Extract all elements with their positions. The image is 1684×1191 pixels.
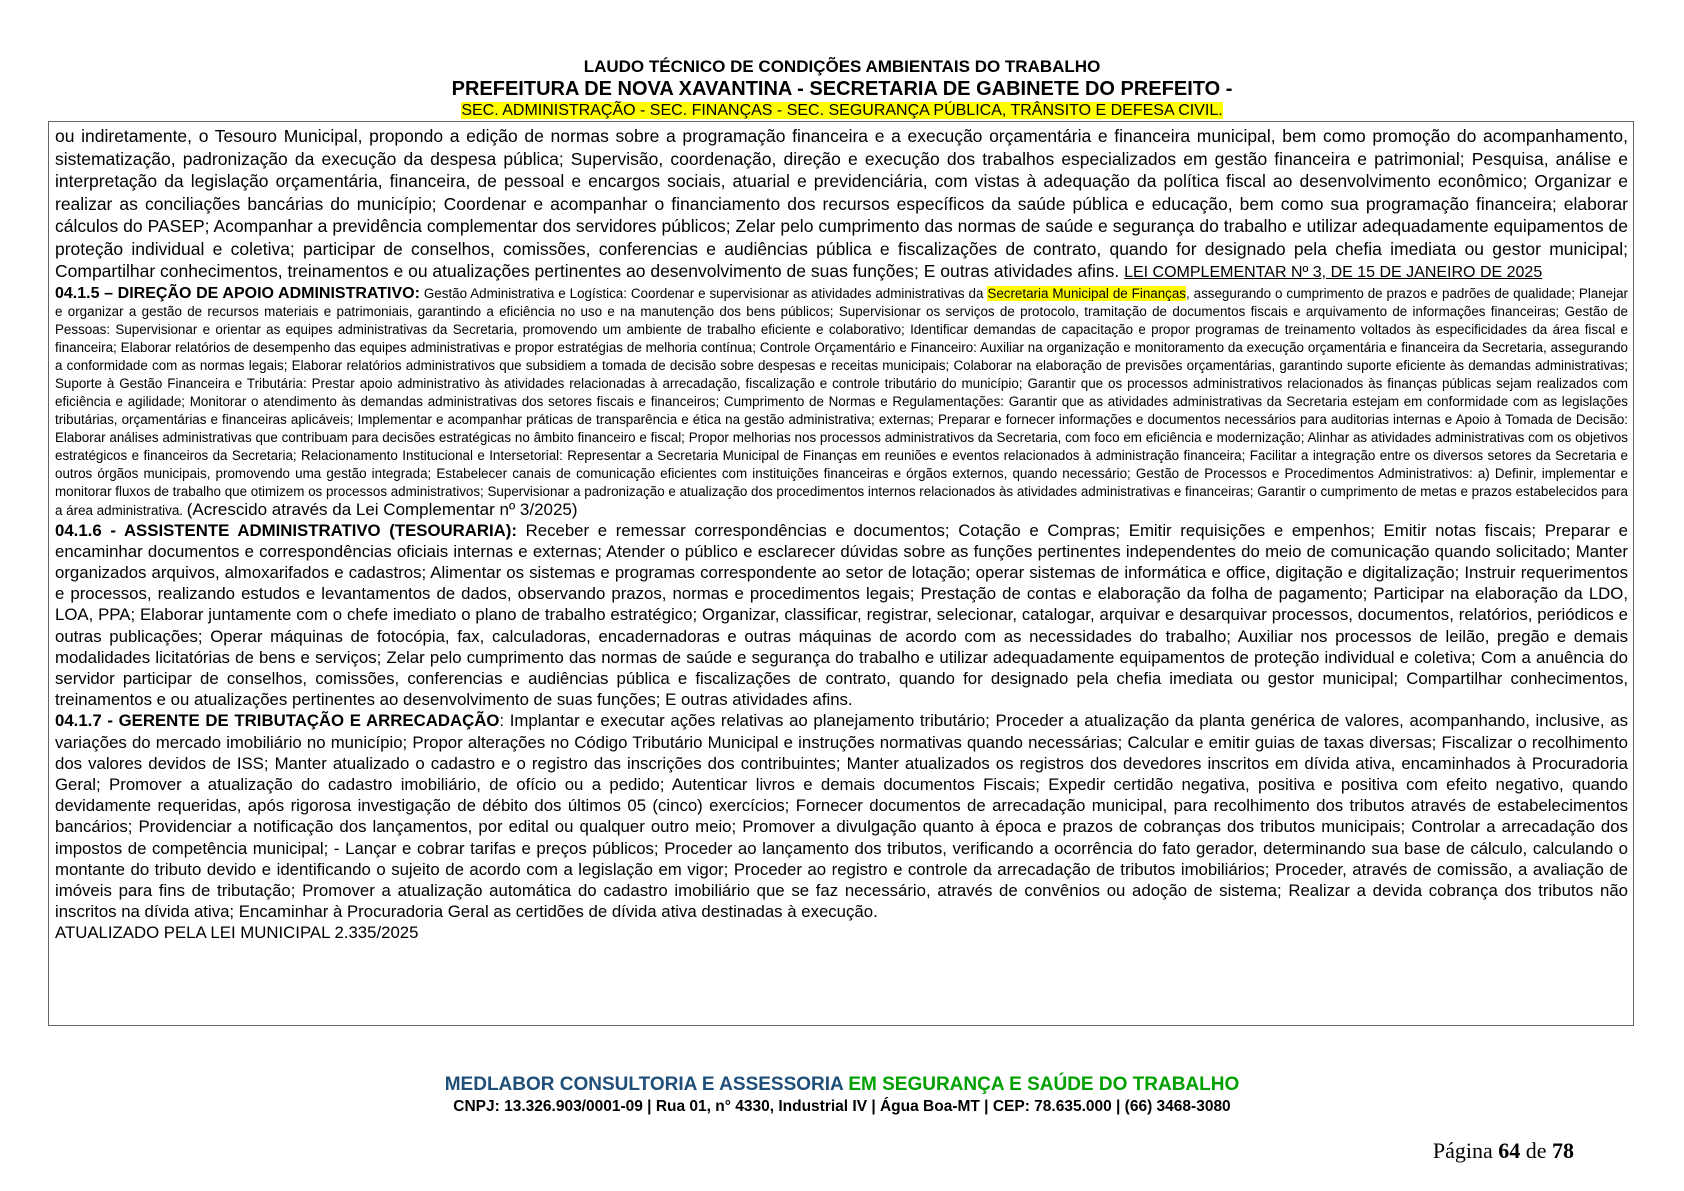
section-title: 04.1.7 - GERENTE DE TRIBUTAÇÃO E ARRECADAÇÃO — [55, 711, 500, 731]
header-title: LAUDO TÉCNICO DE CONDIÇÕES AMBIENTAIS DO TRABALHO — [583, 57, 1101, 76]
law-reference: ATUALIZADO PELA LEI MUNICIPAL 2.335/2025 — [55, 923, 419, 943]
section-text: : Implantar e executar ações relativas ao planejamento tributário; Proceder a atualização da planta genérica de valores, acompanhando, inclusive, as variações do mercado imobiliário no município; Propor alterações no Código Tributário Municipal e instruções normativas quando necessárias; Calcular e emitir guias de taxas diversas; Fiscalizar o recolhimento dos valores devidos de ISS; Manter atualizado o cadastro e o registro das inscrições dos contribuintes; Manter atualizados os registros dos devedores inscritos em dívida ativa, encaminhados à Procuradoria Geral; Promover a atualização do cadastro imobiliário, de ofício ou a pedido; Autenticar livros e demais documentos Fiscais; Expedir certidão negativa, positiva e positiva com efeito negativo, quando devidamente requeridas, após rigorosa investigação de débito dos últimos 05 (cinco) exercícios; Fornecer documentos de arrecadação municipal, para recolhimento dos tributos através de estabelecimentos bancários; Providenciar a notificação dos lançamentos, por edital ou qualquer outro meio; Promover a divulgação quanto à época e prazos de cobranças dos tributos municipais; Controlar a arrecadação dos impostos de competência municipal; - Lançar e cobrar tarifas e preços públicos; Proceder ao lançamento dos tributos, verificando a ocorrência do fato gerador, determinando sua base de cálculo, calculando o montante do tributo devido e identificando o sujeito de acordo com a legislação em vigor; Proceder ao registro e controle da arrecadação de tributos imobiliários; Proceder, através de comissão, a avaliação de imóveis para fins de tributação; Promover a atualização automática do cadastro imobiliário que se faz necessário, através de convênios ou adoção de sistema; Realizar a devida cobrança dos tributos não inscritos na dívida ativa; Encaminhar à Procuradoria Geral as certidões de dívida ativa destinadas à execução. — [55, 711, 1628, 922]
page-prefix: Página — [1432, 1138, 1499, 1163]
page-number — [1433, 1138, 1574, 1164]
section-text: Receber e remessar correspondências e documentos; Cotação e Compras; Emitir requisições e empenhos; Emitir notas fiscais; Preparar e encaminhar documentos e correspondências oficiais internas e externas; Atender o público e esclarecer dúvidas sobre as funções pertinentes independentes do meio de comunicação quando solicitado; Manter organizados arquivos, almoxarifados e cadastros; Alimentar os sistemas e programas correspondente ao setor de lotação; operar sistemas de informática e office, digitação e digitalização; Instruir requerimentos e processos, realizando estudos e levantamentos de dados, observando prazos, normas e procedimentos legais; Prestação de contas e elaboração da folha de pagamento; Participar na elaboração da LDO, LOA, PPA; Elaborar juntamente com o chefe imediato o plano de trabalho estratégico; Organizar, classificar, registrar, selecionar, catalogar, arquivar e desarquivar processos, documentos, relatórios, periódicos e outras publicações; Operar máquinas de fotocópia, fax, calculadoras, encadernadoras e outras máquinas de acordo com as necessidades do trabalho; Auxiliar nos processos de leilão, pregão e demais modalidades licitatórias de bens e serviços; Zelar pelo cumprimento das normas de saúde e segurança do trabalho e utilizar adequadamente equipamentos de proteção individual e coletiva; Com a anuência do servidor participar de conselhos, comissões, conferencias e audiências pública e fiscalizações de contrato, quando for designado pela chefia imediata ou gestor municipal; Compartilhar conhecimentos, treinamentos e ou atualizações pertinentes ao desenvolvimento de suas funções; E outras atividades afins. — [55, 520, 1629, 710]
continuation-text: ou indiretamente, o Tesouro Municipal, propondo a edição de normas sobre a programação financeira e a execução orçamentária e financeira municipal, bem como promoção do acompanhamento, sistematização, padronização da execução da despesa pública; Supervisão, coordenação, direção e execução dos trabalhos especializados em gestão financeira e patrimonial; Pesquisa, análise e interpretação da legislação orçamentária, financeira, de pessoal e encargos sociais, atuarial e previdenciária, com vistas à adequação da política fiscal ao desenvolvimento econômico; Organizar e realizar as conciliações bancárias do município; Coordenar e acompanhar o financiamento dos recursos específicos da saúde pública e educação, bem como sua programação financeira; elaborar cálculos do PASEP; Acompanhar a previdência complementar dos servidores públicos; Zelar pelo cumprimento das normas de saúde e segurança do trabalho e utilizar adequadamente equipamentos de proteção individual e coletiva; participar de conselhos, comissões, conferencias e audiências pública e fiscalizações de contrato, quando for designado pela chefia imediata ou gestor municipal; Compartilhar conhecimentos, treinamentos e ou atualizações pertinentes ao desenvolvimento de suas funções; E outras atividades afins. — [55, 126, 1628, 281]
document-footer — [0, 1073, 1684, 1117]
company-name: MEDLABOR CONSULTORIA E ASSESSORIA — [444, 1074, 844, 1095]
section-04-1-7 — [55, 710, 1628, 943]
document-header — [0, 56, 1684, 121]
footer-company — [0, 1073, 1684, 1097]
header-departments: SEC. ADMINISTRAÇÃO - SEC. FINANÇAS - SEC. SEGURANÇA PÚBLICA, TRÂNSITO E DEFESA CIVIL. — [461, 102, 1223, 119]
section-title: 04.1.6 - ASSISTENTE ADMINISTRATIVO (TESOURARIA): — [55, 520, 517, 540]
section-continuation — [55, 125, 1628, 285]
section-text: , assegurando o cumprimento de prazos e padrões de qualidade; Planejar e organizar a gestão de recursos materiais e patrimoniais, garantindo a eficiência no uso e na manutenção dos bens públicos; Supervisionar os serviços de protocolo, tramitação de documentos fiscais e arquivamento de informações financeiras; Gestão de Pessoas: Supervisionar e orientar as equipes administrativas da Secretaria, promovendo um ambiente de trabalho eficiente e colaborativo; Identificar demandas de capacitação e propor programas de treinamento voltados às especificidades da área fiscal e financeira; Elaborar relatórios de desempenho das equipes administrativas e propor estratégias de melhoria contínua; Controle Orçamentário e Financeiro: Auxiliar na organização e monitoramento da execução orçamentária e financeira da Secretaria, assegurando a conformidade com as normas legais; Elaborar relatórios administrativos que subsidiem a tomada de decisão sobre despesas e receitas municipais; Colaborar na elaboração de previsões orçamentárias, garantindo suporte eficiente às demandas administrativas; Suporte à Gestão Financeira e Tributária: Prestar apoio administrativo às atividades relacionadas à arrecadação, fiscalização e controle tributário do município; Garantir que os processos administrativos relacionados às finanças públicas sejam realizados com eficiência e agilidade; Monitorar o atendimento às demandas administrativas dos setores fiscais e financeiros; Cumprimento de Normas e Regulamentações: Garantir que as atividades administrativas da Secretaria estejam em conformidade com as legislações tributárias, orçamentárias e financeiras aplicáveis; Implementar e acompanhar práticas de transparência e ética na gestão administrativa; externas; Preparar e fornecer informações e documentos necessários para auditorias internas e Apoio à Tomada de Decisão: Elaborar análises administrativas que contribuam para decisões estratégicas no âmbito financeiro e fiscal; Propor melhorias nos processos administrativos da Secretaria, com foco em eficiência e modernização; Alinhar as atividades administrativas com os objetivos estratégicos e financeiros da Secretaria; Relacionamento Institucional e Intersetorial: Representar a Secretaria Municipal de Finanças em reuniões e eventos relacionados à administração financeira; Facilitar a integração entre os diversos setores da Secretaria e outros órgãos municipais, promovendo uma gestão integrada; Estabelecer canais de comunicação eficientes com instituições financeiras e órgãos externos, quando necessário; Gestão de Processos e Procedimentos Administrativos: a) Definir, implementar e monitorar fluxos de trabalho que otimizem os processos administrativos; Supervisionar a padronização e atualização dos procedimentos internos relacionados às atividades administrativas e financeiras; Garantir o cumprimento de metas e prazos estabelecidos para a área administrativa. — [55, 285, 1629, 518]
header-subtitle: PREFEITURA DE NOVA XAVANTINA - SECRETARIA DE GABINETE DO PREFEITO - — [451, 78, 1233, 100]
section-04-1-5 — [55, 285, 1628, 520]
law-reference: LEI COMPLEMENTAR Nº 3, DE 15 DE JANEIRO DE 2025 — [1124, 264, 1543, 281]
company-tagline: EM SEGURANÇA E SAÚDE DO TRABALHO — [843, 1074, 1240, 1095]
section-title: 04.1.5 – DIREÇÃO DE APOIO ADMINISTRATIVO: — [55, 284, 420, 302]
page-middle: de — [1520, 1138, 1552, 1163]
section-note: (Acrescido através da Lei Complementar nº 3/2025) — [186, 499, 578, 519]
page-current: 64 — [1498, 1138, 1521, 1163]
highlighted-text: Secretaria Municipal de Finanças — [987, 285, 1186, 301]
content-box — [48, 121, 1634, 1026]
page-total: 78 — [1552, 1138, 1574, 1163]
section-text: Gestão Administrativa e Logística: Coordenar e supervisionar as atividades administrativas da — [423, 285, 984, 301]
section-04-1-6 — [55, 520, 1628, 711]
footer-address: CNPJ: 13.326.903/0001-09 | Rua 01, n° 4330, Industrial IV | Água Boa-MT | CEP: 78.635.000 | (66) 3468-3080 — [453, 1098, 1231, 1115]
